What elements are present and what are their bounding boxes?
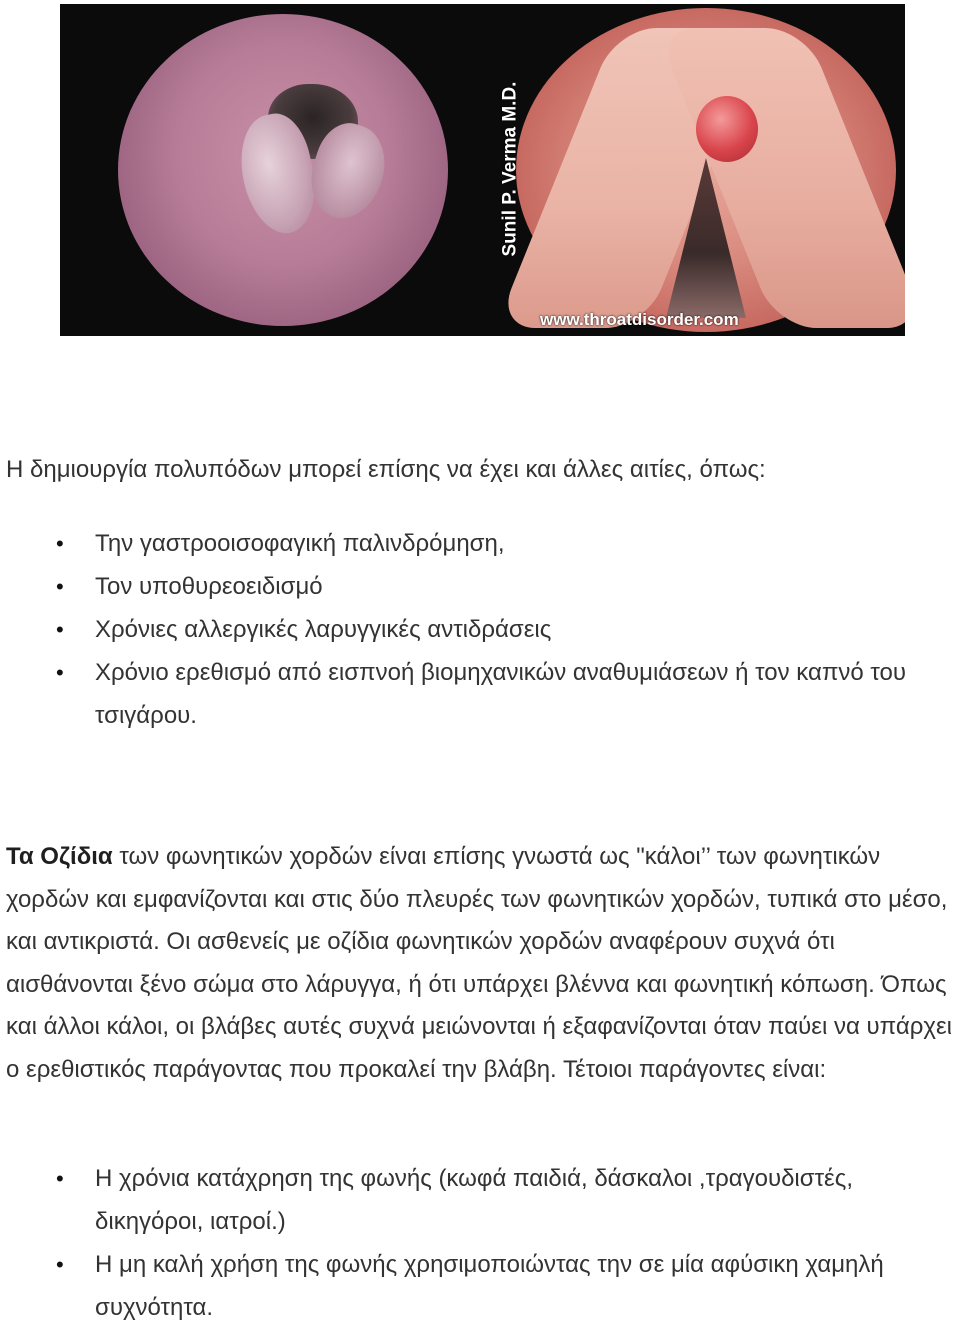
nodules-paragraph	[6, 836, 960, 1091]
endoscopy-figure	[60, 4, 905, 336]
list-item: • Τον υποθυρεοειδισμό	[0, 565, 925, 608]
list-item: • Χρόνιο ερεθισμό από εισπνοή βιομηχανικών αναθυμιάσεων ή τον καπνό του τσιγάρου.	[0, 651, 925, 737]
list-item: • Η χρόνια κατάχρηση της φωνής (κωφά παιδιά, δάσκαλοι ,τραγουδιστές, δικηγόροι, ιατροί.)	[0, 1157, 925, 1243]
factors-list	[0, 1157, 925, 1329]
list-item: • Χρόνιες αλλεργικές λαρυγγικές αντιδράσεις	[0, 608, 925, 651]
list-item: • Την γαστροοισοφαγική παλινδρόμηση,	[0, 522, 925, 565]
causes-list	[0, 522, 925, 737]
intro-text: Η δημιουργία πολυπόδων μπορεί επίσης να έχει και άλλες αιτίες, όπως:	[6, 456, 766, 483]
photo-credit-text: Sunil P. Verma M.D.	[499, 81, 520, 257]
paragraph-lead: Τα Οζίδια	[6, 843, 113, 870]
photo-credit	[490, 24, 530, 314]
endoscope-view-left	[118, 14, 448, 326]
list-item: • Η μη καλή χρήση της φωνής χρησιμοποιώντας την σε μία αφύσικη χαμηλή συχνότητα.	[0, 1243, 925, 1329]
paragraph-body: των φωνητικών χορδών είναι επίσης γνωστά ως "κάλοι’’ των φωνητικών χορδών και εμφανίζονται και στις δύο πλευρές των φωνητικών χορδών, τυπικά στο μέσο, και αντικριστά. Οι ασθενείς με οζίδια φωνητικών χορδών αναφέρουν συχνά ότι αισθάνονται ξένο σώμα στο λάρυγγα, ή ότι υπάρχει βλέννα και φωνητική κόπωση. Όπως και άλλοι κάλοι, οι βλάβες αυτές συχνά μειώνονται ή εξαφανίζονται όταν παύει να υπάρχει ο ερεθιστικός παράγοντας που προκαλεί την βλάβη. Τέτοιοι παράγοντες είναι:	[6, 843, 952, 1083]
larynx-photo-right	[488, 4, 905, 336]
endoscope-view-right	[516, 8, 896, 332]
vocal-polyp	[696, 96, 758, 162]
photo-watermark-url: www.throatdisorder.com	[540, 310, 739, 329]
larynx-photo-left	[60, 4, 488, 336]
